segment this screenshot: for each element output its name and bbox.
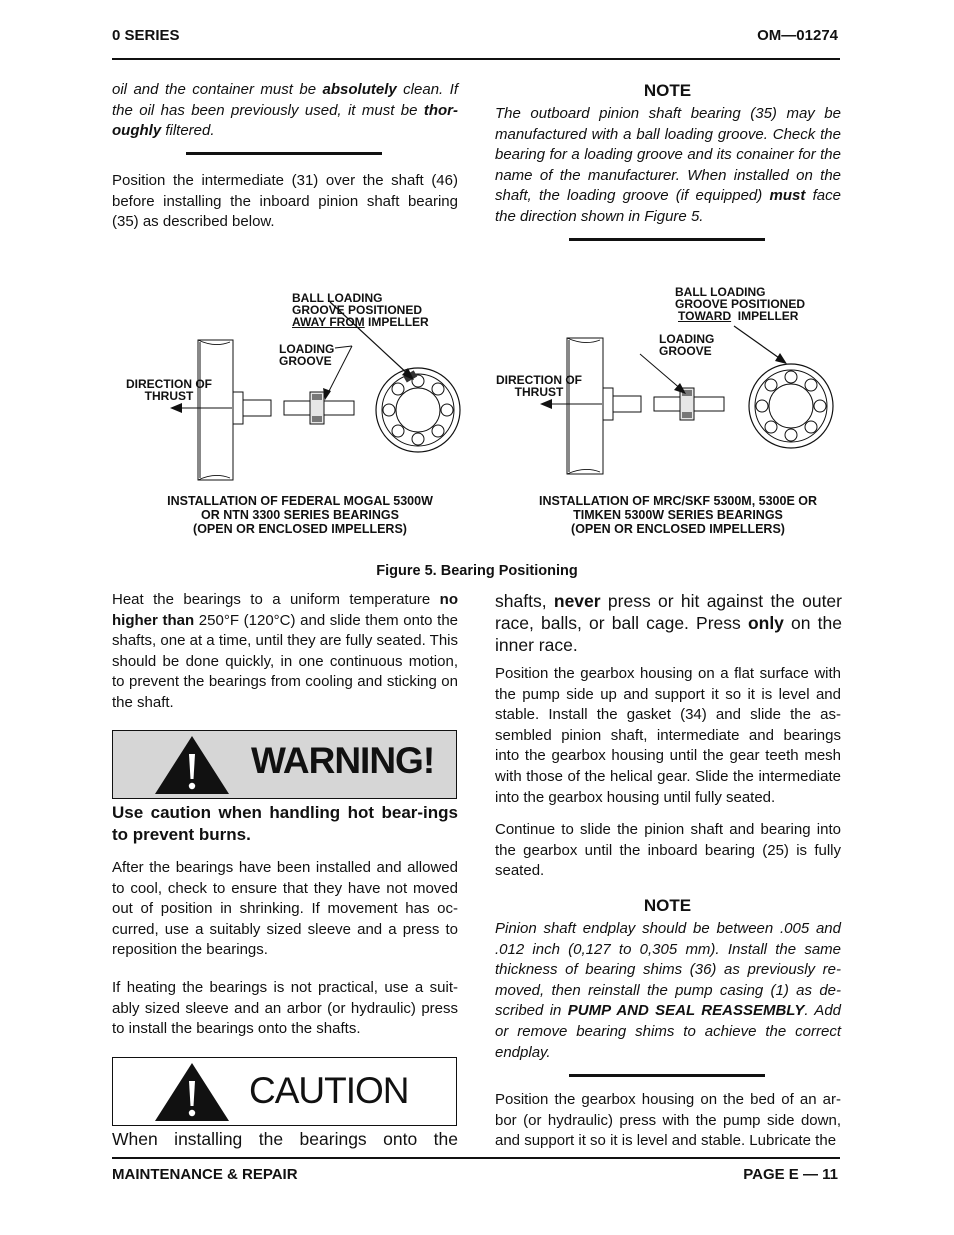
divider xyxy=(569,238,765,241)
warning-box xyxy=(112,730,457,799)
ball-loading-label-left: BALL LOADING GROOVE POSITIONED AWAY FROM IMPELLER xyxy=(292,291,429,329)
direction-of-thrust-label-right: DIRECTION OF THRUST xyxy=(496,373,582,399)
left-paragraph-1: oil and the container must be absolutely clean. If the oil has been previously used, it must be thor-oughly filtered. xyxy=(112,81,458,140)
divider xyxy=(186,152,382,155)
caution-box xyxy=(112,1057,457,1126)
ball-loading-label-right: BALL LOADING GROOVE POSITIONED TOWARD IMPELLER xyxy=(675,285,806,323)
note-title: NOTE xyxy=(643,896,692,915)
loading-groove-label-left: LOADING GROOVE xyxy=(279,342,335,368)
header-series: 0 SERIES xyxy=(112,27,180,44)
right-figure-caption: INSTALLATION OF MRC/SKF 5300M, 5300E OR TIMKEN 5300W SERIES BEARINGS (OPEN OR ENCLOSED IMPELLERS) xyxy=(538,494,818,536)
header-doc-number: OM—01274 xyxy=(757,27,838,44)
note-title: NOTE xyxy=(643,81,692,100)
note-text: Pinion shaft endplay should be between .005 and .012 inch (0,127 to 0,305 mm). Install the same thickness of bearing shims (36) as previously re-moved, then reinstall the pump casing (1) as de-scribed in PUMP AND SEAL REASSEMBLY. Add or remove bearing shims to achieve the correct endplay. xyxy=(495,920,841,1061)
warning-triangle-icon xyxy=(153,734,231,796)
right-paragraph-2: Continue to slide the pinion shaft and bearing into the gearbox until the inboard bearing (25) is fully seated. xyxy=(495,821,841,880)
direction-of-thrust-label-left: DIRECTION OF THRUST xyxy=(126,377,212,403)
warning-word: WARNING! xyxy=(251,740,435,781)
caution-word: CAUTION xyxy=(249,1070,409,1111)
header-rule xyxy=(112,58,840,60)
footer-rule xyxy=(112,1157,840,1159)
warning-text: Use caution when handling hot bear-ings to prevent burns. xyxy=(112,803,458,844)
divider xyxy=(569,1074,765,1077)
left-paragraph-3: Heat the bearings to a uniform temperature no higher than 250°F (120°C) and slide them onto the shafts, one at a time, until they are fully seated. This should be done quickly, in one continuous motion, to prevent the bearings from cooling and sticking on the shaft. xyxy=(112,591,458,711)
left-paragraph-4: After the bearings have been installed and allowed to cool, check to ensure that they have not moved out of position in shrinking. If movement has oc-curred, use a suitably sized sleeve and a press to reposition the bearings. xyxy=(112,859,458,959)
caution-text-continued: shafts, never press or hit against the outer race, balls, or ball cage. Press only on the inner race. xyxy=(495,591,842,655)
left-paragraph-5: If heating the bearings is not practical, use a suit-ably sized sleeve and an arbor (or hydraulic) press to install the bearings onto the shafts. xyxy=(112,979,458,1038)
right-paragraph-1: Position the gearbox housing on a flat surface with the pump side up and support it so it is level and stable. Install the gasket (34) and slide the as-sembled pinion shaft, intermediate and bearings into the gearbox housing until the gear teeth mesh with those of the helical gear. Slide the intermediate into the gearbox housing until fully seated. xyxy=(495,665,841,806)
left-paragraph-2: Position the intermediate (31) over the shaft (46) before installing the inboard pinion shaft bearing (35) as described below. xyxy=(112,172,458,231)
loading-groove-label-right: LOADING GROOVE xyxy=(659,332,715,358)
left-figure-caption: INSTALLATION OF FEDERAL MOGAL 5300W OR NTN 3300 SERIES BEARINGS (OPEN OR ENCLOSED IMPELLERS) xyxy=(167,494,433,536)
footer-section: MAINTENANCE & REPAIR xyxy=(112,1166,298,1183)
caution-triangle-icon xyxy=(153,1061,231,1123)
right-paragraph-3: Position the gearbox housing on the bed of an ar-bor (or hydraulic) press with the pump side down, and support it so it is level and stable. Lubricate the xyxy=(495,1091,841,1150)
figure-title: Figure 5. Bearing Positioning xyxy=(376,563,578,579)
note-text: The outboard pinion shaft bearing (35) may be manufactured with a ball loading groove. Check the bearing for a loading groove and its conainer for the name of the manufacturer. When installed on the shaft, the loading groove (if equipped) must face the direction shown in Figure 5. xyxy=(495,105,841,225)
caution-text: When installing the bearings onto the xyxy=(112,1129,458,1149)
footer-page-number: PAGE E — 11 xyxy=(743,1166,838,1183)
